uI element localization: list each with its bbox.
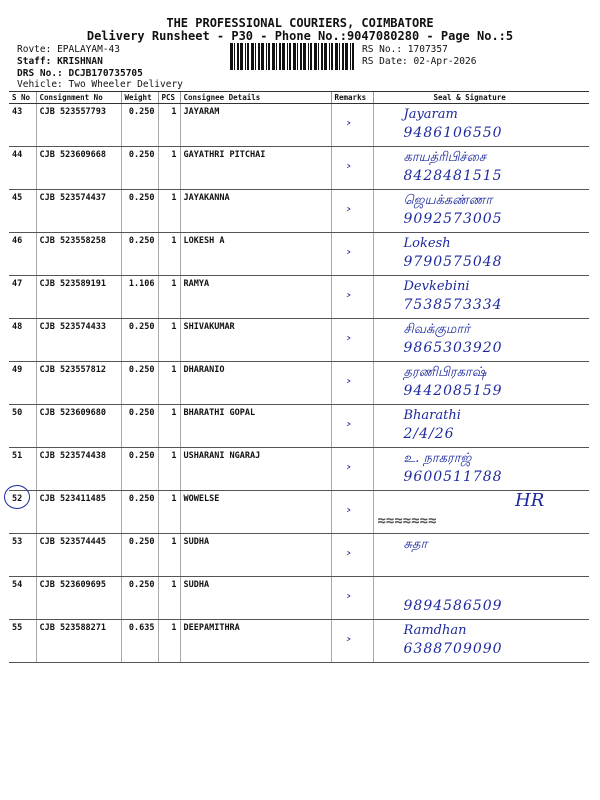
remark-tick-icon: ˃ — [345, 508, 352, 523]
row-sno: 44 — [9, 147, 36, 190]
row-remarks — [331, 405, 373, 448]
table-row — [9, 104, 589, 147]
table-row — [9, 147, 589, 190]
row-signature — [373, 577, 589, 620]
signature-name: Ramdhan — [403, 623, 467, 638]
row-signature — [373, 276, 589, 319]
row-weight: 0.250 — [121, 190, 158, 233]
company-title: THE PROFESSIONAL COURIERS, COIMBATORE — [166, 16, 434, 30]
row-sno: 47 — [9, 276, 36, 319]
row-sno: 53 — [9, 534, 36, 577]
row-consignment: CJB 523574433 — [36, 319, 121, 362]
table-row — [9, 362, 589, 405]
row-remarks — [331, 104, 373, 147]
row-consignee: DEEPAMITHRA — [180, 620, 331, 663]
row-remarks — [331, 620, 373, 663]
row-pcs: 1 — [158, 147, 180, 190]
rs-date-value: 02-Apr-2026 — [413, 56, 477, 67]
row-weight: 0.250 — [121, 448, 158, 491]
row-consignment: CJB 523558258 — [36, 233, 121, 276]
signature-phone: 7538573334 — [403, 297, 503, 313]
row-consignee: JAYAKANNA — [180, 190, 331, 233]
row-consignment: CJB 523588271 — [36, 620, 121, 663]
row-signature — [373, 620, 589, 663]
remark-tick-icon: ˃ — [345, 465, 352, 480]
row-sno: 45 — [9, 190, 36, 233]
row-sno: 54 — [9, 577, 36, 620]
col-weight: Weight — [121, 92, 158, 104]
row-signature — [373, 233, 589, 276]
row-weight: 0.250 — [121, 362, 158, 405]
remark-tick-icon: ˃ — [345, 379, 352, 394]
row-signature — [373, 190, 589, 233]
signature-name: காயத்ரிபிச்சை — [403, 150, 487, 165]
row-pcs: 1 — [158, 190, 180, 233]
remark-tick-icon: ˃ — [345, 551, 352, 566]
row-consignment: CJB 523609668 — [36, 147, 121, 190]
row-remarks — [331, 534, 373, 577]
row-sno: 48 — [9, 319, 36, 362]
row-signature — [373, 362, 589, 405]
col-pcs: PCS — [158, 92, 180, 104]
row-pcs: 1 — [158, 362, 180, 405]
row-weight: 0.250 — [121, 405, 158, 448]
drs-label: DRS No.: — [17, 68, 63, 79]
signature-name: உ. நாகராஜ் — [403, 451, 472, 466]
col-sno: S No — [9, 92, 36, 104]
row-consignee: BHARATHI GOPAL — [180, 405, 331, 448]
row-pcs: 1 — [158, 620, 180, 663]
col-consignment: Consignment No — [36, 92, 121, 104]
rs-date-label: RS Date: — [362, 56, 408, 67]
table-row — [9, 448, 589, 491]
row-weight: 0.250 — [121, 147, 158, 190]
col-seal-signature: Seal & Signature — [373, 92, 589, 104]
table-header-row — [9, 92, 589, 104]
runsheet-subtitle: Delivery Runsheet - P30 - Phone No.:9047080280 - Page No.:5 — [86, 29, 514, 43]
row-consignee: LOKESH A — [180, 233, 331, 276]
row-consignment: CJB 523574438 — [36, 448, 121, 491]
hr-handwritten-mark: HR — [515, 490, 545, 511]
table-row — [9, 233, 589, 276]
table-row — [9, 276, 589, 319]
remark-tick-icon: ˃ — [345, 594, 352, 609]
row-consignee: SUDHA — [180, 577, 331, 620]
rs-date-line — [362, 56, 476, 67]
row-remarks — [331, 276, 373, 319]
row-consignment: CJB 523609695 — [36, 577, 121, 620]
signature-phone: 9442085159 — [403, 383, 503, 399]
signature-name: Lokesh — [403, 236, 451, 251]
row-consignee: RAMYA — [180, 276, 331, 319]
row-signature — [373, 104, 589, 147]
rs-no-line — [362, 44, 448, 55]
route-label: Rovte: — [17, 44, 52, 55]
row-consignee: USHARANI NGARAJ — [180, 448, 331, 491]
row-sno: 46 — [9, 233, 36, 276]
row-consignee: SHIVAKUMAR — [180, 319, 331, 362]
row-weight: 0.250 — [121, 233, 158, 276]
row-sno: 51 — [9, 448, 36, 491]
row-consignment: CJB 523574445 — [36, 534, 121, 577]
row-consignee: GAYATHRI PITCHAI — [180, 147, 331, 190]
row-sno: 52 — [9, 491, 36, 534]
table-row — [9, 534, 589, 577]
row-consignment: CJB 523574437 — [36, 190, 121, 233]
table-row — [9, 620, 589, 663]
row-weight: 0.250 — [121, 491, 158, 534]
row-consignment: CJB 523589191 — [36, 276, 121, 319]
row-pcs: 1 — [158, 233, 180, 276]
signature-name: சிவக்குமார் — [403, 322, 470, 337]
row-sno: 43 — [9, 104, 36, 147]
row-pcs: 1 — [158, 276, 180, 319]
signature-name: Bharathi — [403, 408, 461, 423]
col-consignee: Consignee Details — [180, 92, 331, 104]
row-remarks — [331, 362, 373, 405]
row-weight: 1.106 — [121, 276, 158, 319]
row-52-circle-mark — [4, 485, 30, 509]
row-remarks — [331, 491, 373, 534]
row-sno: 49 — [9, 362, 36, 405]
row-consignee: SUDHA — [180, 534, 331, 577]
row-signature — [373, 491, 589, 534]
row-signature — [373, 147, 589, 190]
row-sno: 55 — [9, 620, 36, 663]
signature-phone: 9894586509 — [403, 598, 503, 614]
delivery-table — [9, 91, 589, 663]
row-weight: 0.250 — [121, 319, 158, 362]
row-weight: 0.250 — [121, 577, 158, 620]
signature-phone: 9092573005 — [403, 211, 503, 227]
signature-phone: 6388709090 — [403, 641, 503, 657]
signature-name: ஜெயக்கண்ணா — [403, 193, 493, 208]
remark-tick-icon: ˃ — [345, 121, 352, 136]
row-consignment: CJB 523557812 — [36, 362, 121, 405]
signature-phone: 8428481515 — [403, 168, 503, 184]
signature-name: தரணிபிரகாஷ் — [403, 365, 487, 380]
route-line — [17, 44, 120, 55]
table-row — [9, 491, 589, 534]
staff-label: Staff: — [17, 56, 52, 67]
row-pcs: 1 — [158, 104, 180, 147]
signature-phone: 9486106550 — [403, 125, 503, 141]
row-consignee: JAYARAM — [180, 104, 331, 147]
row-remarks — [331, 577, 373, 620]
vehicle-line — [17, 79, 183, 90]
row-pcs: 1 — [158, 319, 180, 362]
remark-tick-icon: ˃ — [345, 637, 352, 652]
table-row — [9, 319, 589, 362]
drs-value: DCJB170735705 — [68, 68, 143, 79]
row-remarks — [331, 147, 373, 190]
row-consignee: WOWELSE — [180, 491, 331, 534]
row-sno: 50 — [9, 405, 36, 448]
drs-line — [17, 68, 143, 79]
table-row — [9, 190, 589, 233]
rs-no-value: 1707357 — [407, 44, 448, 55]
signature-name: Devkebini — [403, 279, 470, 294]
remark-tick-icon: ˃ — [345, 336, 352, 351]
remark-tick-icon: ˃ — [345, 422, 352, 437]
signature-phone: 9600511788 — [403, 469, 503, 485]
signature-phone: 9865303920 — [403, 340, 503, 356]
signature-name: சுதா — [403, 537, 428, 552]
row-signature — [373, 448, 589, 491]
staff-line — [17, 56, 103, 67]
row-weight: 0.250 — [121, 534, 158, 577]
col-remarks: Remarks — [331, 92, 373, 104]
row-signature — [373, 534, 589, 577]
remark-tick-icon: ˃ — [345, 164, 352, 179]
row-remarks — [331, 319, 373, 362]
route-value: EPALAYAM-43 — [57, 44, 120, 55]
row-remarks — [331, 233, 373, 276]
barcode-icon — [230, 43, 358, 70]
row-pcs: 1 — [158, 448, 180, 491]
row-pcs: 1 — [158, 491, 180, 534]
row-signature — [373, 319, 589, 362]
row-signature — [373, 405, 589, 448]
remark-tick-icon: ˃ — [345, 250, 352, 265]
row-remarks — [331, 190, 373, 233]
row-remarks — [331, 448, 373, 491]
table-row — [9, 405, 589, 448]
row-consignee: DHARANIO — [180, 362, 331, 405]
remark-tick-icon: ˃ — [345, 207, 352, 222]
row-pcs: 1 — [158, 577, 180, 620]
signature-phone: 2/4/26 — [403, 426, 455, 442]
vehicle-label: Vehicle: — [17, 79, 63, 90]
rs-no-label: RS No.: — [362, 44, 403, 55]
row-weight: 0.250 — [121, 104, 158, 147]
row-pcs: 1 — [158, 405, 180, 448]
row-weight: 0.635 — [121, 620, 158, 663]
staff-value: KRISHNAN — [57, 56, 103, 67]
row-consignment: CJB 523609680 — [36, 405, 121, 448]
signature-phone: 9790575048 — [403, 254, 503, 270]
remark-tick-icon: ˃ — [345, 293, 352, 308]
vehicle-value: Two Wheeler Delivery — [68, 79, 183, 90]
table-row — [9, 577, 589, 620]
scribble-mark: ≈≈≈≈≈≈≈ — [377, 513, 437, 529]
row-pcs: 1 — [158, 534, 180, 577]
row-consignment: CJB 523557793 — [36, 104, 121, 147]
signature-name: Jayaram — [403, 107, 458, 122]
row-consignment: CJB 523411485 — [36, 491, 121, 534]
